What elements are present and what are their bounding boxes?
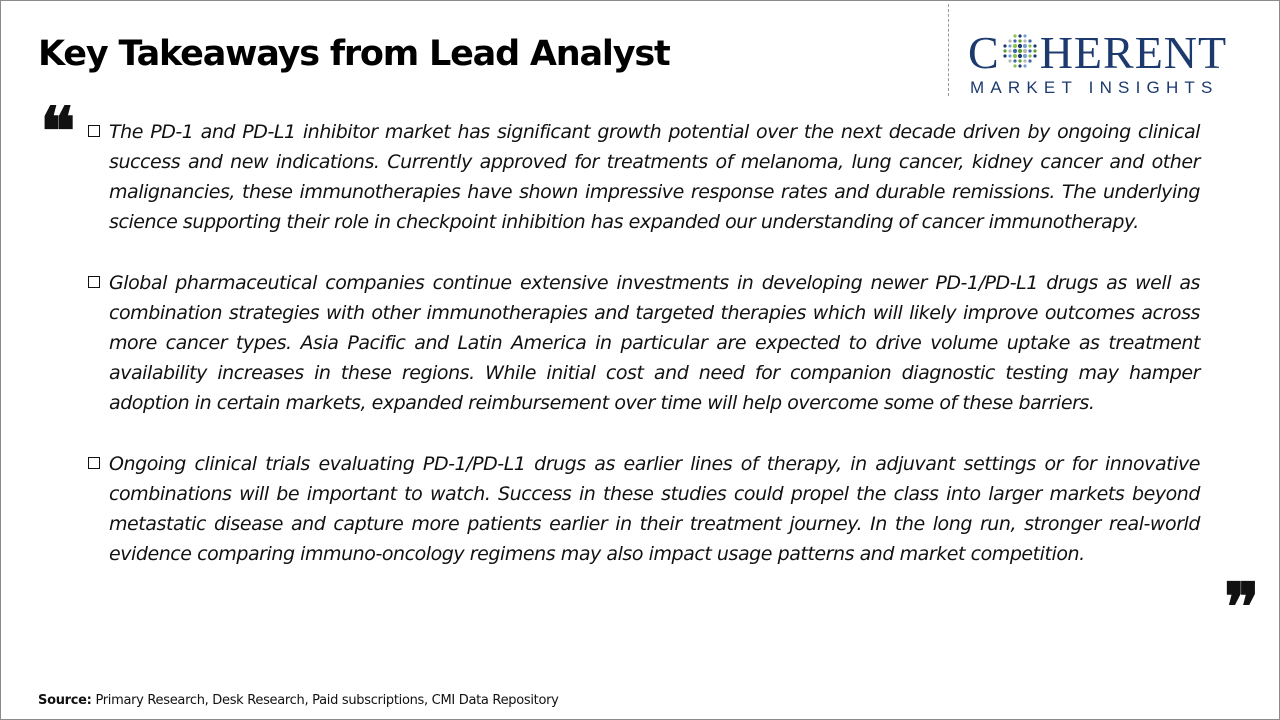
- globe-dot: [1028, 54, 1031, 57]
- globe-dot: [1008, 44, 1011, 47]
- source-label: Source:: [38, 693, 92, 708]
- logo-wordmark: [968, 27, 1228, 78]
- globe-dot: [1023, 34, 1026, 37]
- globe-dot: [1013, 59, 1016, 62]
- globe-dot: [1008, 54, 1011, 57]
- globe-dot: [1018, 49, 1022, 53]
- globe-dot: [1003, 44, 1006, 47]
- takeaway-item: [86, 117, 1200, 237]
- globe-dot: [1013, 39, 1016, 42]
- globe-dot: [1033, 54, 1036, 57]
- globe-dot: [1018, 34, 1021, 37]
- globe-dot: [1023, 39, 1026, 42]
- page-title: Key Takeaways from Lead Analyst: [38, 34, 670, 74]
- checkbox-bullet-icon: [88, 276, 100, 288]
- takeaway-text: The PD-1 and PD-L1 inhibitor market has significant growth potential over the next decade driven by ongoing clinical success and new indications. Currently approved for treatments of melanoma, lung cancer, kidney cancer and other malignancies, these immunotherapies have shown impressive response rates and durable remissions. The underlying science supporting their role in checkpoint inhibition has expanded our understanding of cancer immunotherapy.: [109, 121, 1200, 233]
- globe-dot: [1028, 39, 1031, 42]
- globe-dot: [1028, 59, 1031, 62]
- globe-dot: [1013, 49, 1017, 53]
- logo-subtitle: MARKET INSIGHTS: [970, 78, 1219, 97]
- globe-dot: [1023, 64, 1026, 67]
- takeaway-item: [86, 268, 1200, 418]
- takeaway-text: Ongoing clinical trials evaluating PD-1/PD-L1 drugs as earlier lines of therapy, in adjuvant settings or for innovative combinations will be important to watch. Success in these studies could propel the class into larger markets beyond metastatic disease and capture more patients earlier in their treatment journey. In the long run, stronger real-world evidence comparing immuno-oncology regimens may also impact usage patterns and market competition.: [109, 453, 1200, 565]
- globe-dot: [1023, 44, 1027, 48]
- globe-dot: [1023, 59, 1026, 62]
- dotted-globe-icon: [1000, 31, 1040, 71]
- globe-dot: [1013, 44, 1017, 48]
- globe-dot: [1033, 49, 1036, 52]
- logo-divider: [948, 4, 949, 96]
- globe-dot: [1008, 49, 1011, 52]
- globe-dot: [1028, 44, 1031, 47]
- globe-dot: [1018, 64, 1021, 67]
- close-quote-icon: ❞: [1224, 568, 1260, 646]
- globe-dot: [1013, 34, 1016, 37]
- checkbox-bullet-icon: [88, 125, 100, 137]
- globe-dot: [1013, 64, 1016, 67]
- logo-word-rest: HERENT: [1039, 27, 1228, 78]
- globe-dot: [1028, 49, 1031, 52]
- source-text: Primary Research, Desk Research, Paid subscriptions, CMI Data Repository: [95, 693, 559, 708]
- globe-dot: [1023, 54, 1027, 58]
- takeaways-list: [86, 117, 1200, 600]
- globe-dot: [1018, 39, 1021, 42]
- globe-dot: [1018, 44, 1022, 48]
- takeaway-item: [86, 449, 1200, 569]
- globe-dot: [1003, 54, 1006, 57]
- globe-dot: [1008, 59, 1011, 62]
- takeaway-text: Global pharmaceutical companies continue extensive investments in developing newer PD-1/PD-L1 drugs as well as combination strategies with other immunotherapies and targeted therapies which will likely improve outcomes across more cancer types. Asia Pacific and Latin America in particular are expected to drive volume uptake as treatment availability increases in these regions. While initial cost and need for companion diagnostic testing may hamper adoption in certain markets, expanded reimbursement over time will help overcome some of these barriers.: [109, 272, 1200, 414]
- checkbox-bullet-icon: [88, 457, 100, 469]
- globe-dot: [1013, 54, 1017, 58]
- source-note: [38, 693, 559, 708]
- globe-dot: [1008, 39, 1011, 42]
- globe-dot: [1003, 49, 1006, 52]
- globe-dot: [1033, 44, 1036, 47]
- globe-dot: [1018, 59, 1021, 62]
- globe-dot: [1023, 49, 1027, 53]
- open-quote-icon: ❝: [40, 92, 76, 170]
- globe-dot: [1018, 54, 1022, 58]
- coherent-logo: [968, 27, 1260, 100]
- logo-letter-c: C: [968, 27, 1000, 78]
